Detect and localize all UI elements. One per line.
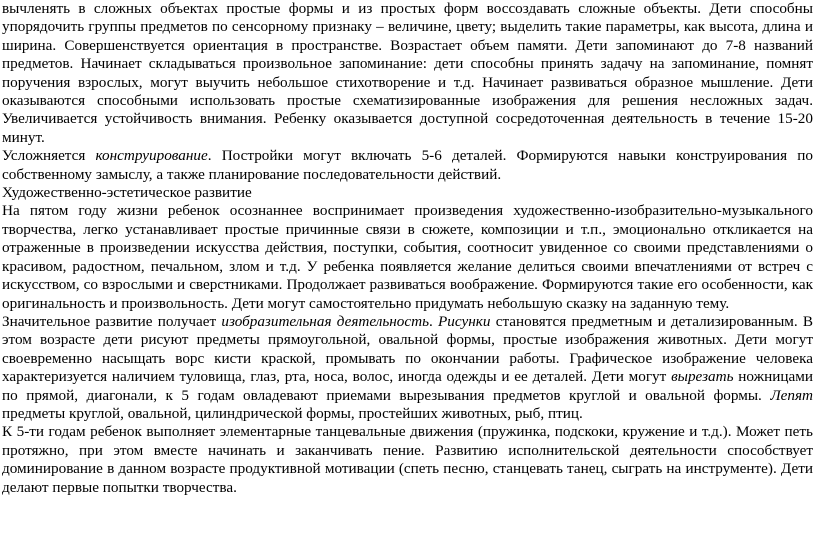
paragraph-construction bbox=[2, 147, 813, 184]
drawings-body-text: становятся предметным и детализированным. В этом возрасте дети рисуют предметы прямоугольной, овальной формы, простые изображения животных. Дети могут своевременно насыщать ворс кисти краской, промывать по окончании работы. Графическое изображение человека характеризуется наличием туловища, глаз, рта, носа, волос, иногда одежды и ее деталей. Дети могут bbox=[2, 312, 814, 386]
paragraph-memory-thinking: вычленять в сложных объектах простые формы и из простых форм воссоздавать сложные объекты. Дети способны упорядочить группы предметов по сенсорному признаку – величине, цвету; выделить такие параметры, как высота, длина и ширина. Совершенствуется ориентация в пространстве. Возрастает объем памяти. Дети запоминают до 7-8 названий предметов. Начинает складываться произвольное запоминание: дети способны принять задачу на запоминание, помнят поручения взрослых, могут выучить небольшое стихотворение и т.д. Начинает развиваться образное мышление. Дети оказываются способными использовать простые схематизированные изображения для решения несложных задач. Увеличивается устойчивость внимания. Ребенку оказывается доступной сосредоточенная деятельность в течение 15-20 минут. bbox=[2, 0, 813, 146]
paragraph-visual-activity bbox=[2, 313, 813, 423]
section-heading-artistic-development: Художественно-эстетическое развитие bbox=[2, 184, 252, 202]
visual-activity-separator: . bbox=[429, 312, 439, 330]
cutting-body-text: ножницами по прямой, диагонали, к 5 годам овладевают приемами вырезывания предметов круглой и овальной формы. bbox=[2, 368, 813, 404]
modeling-body-text: предметы круглой, овальной, цилиндрической формы, простейших животных, рыб, птиц. bbox=[2, 404, 583, 422]
paragraph-art-perception: На пятом году жизни ребенок осознаннее воспринимает произведения художественно-изобразительно-музыкального творчества, легко устанавливает простые причинные связи в сюжете, композиции и т.п., эмоционально откликается на отраженные в произведении искусства действия, поступки, события, соотносит увиденное со своими представлениями о красивом, радостном, печальном, злом и т.д. У ребенка появляется желание делиться своими впечатлениями от встреч с искусством, со взрослыми и сверстниками. Продолжает развиваться воображение. Формируются такие его особенности, как оригинальность и произвольность. Дети могут самостоятельно придумать небольшую сказку на заданную тему. bbox=[2, 202, 813, 312]
construction-lead-text: Усложняется bbox=[2, 147, 96, 165]
modeling-term: Лепят bbox=[770, 386, 813, 404]
visual-activity-term: изобразительная деятельность bbox=[221, 312, 429, 330]
drawings-term: Рисунки bbox=[438, 312, 491, 330]
construction-body-text: . Постройки могут включать 5-6 деталей. Формируются навыки конструирования по собственному замыслу, а также планирование последовательности действий. bbox=[2, 147, 813, 183]
cutting-term: вырезать bbox=[671, 368, 734, 386]
construction-term: конструирование bbox=[95, 147, 208, 165]
visual-activity-lead-text: Значительное развитие получает bbox=[2, 312, 222, 330]
paragraph-music-dance: К 5-ти годам ребенок выполняет элементарные танцевальные движения (пружинка, подскоки, кружение и т.д.). Может петь протяжно, при этом вместе начинать и заканчивать пение. Развитию исполнительской деятельности способствует доминирование в данном возрасте продуктивной мотивации (спеть песню, станцевать танец, сыграть на инструменте). Дети делают первые попытки творчества. bbox=[2, 423, 813, 496]
